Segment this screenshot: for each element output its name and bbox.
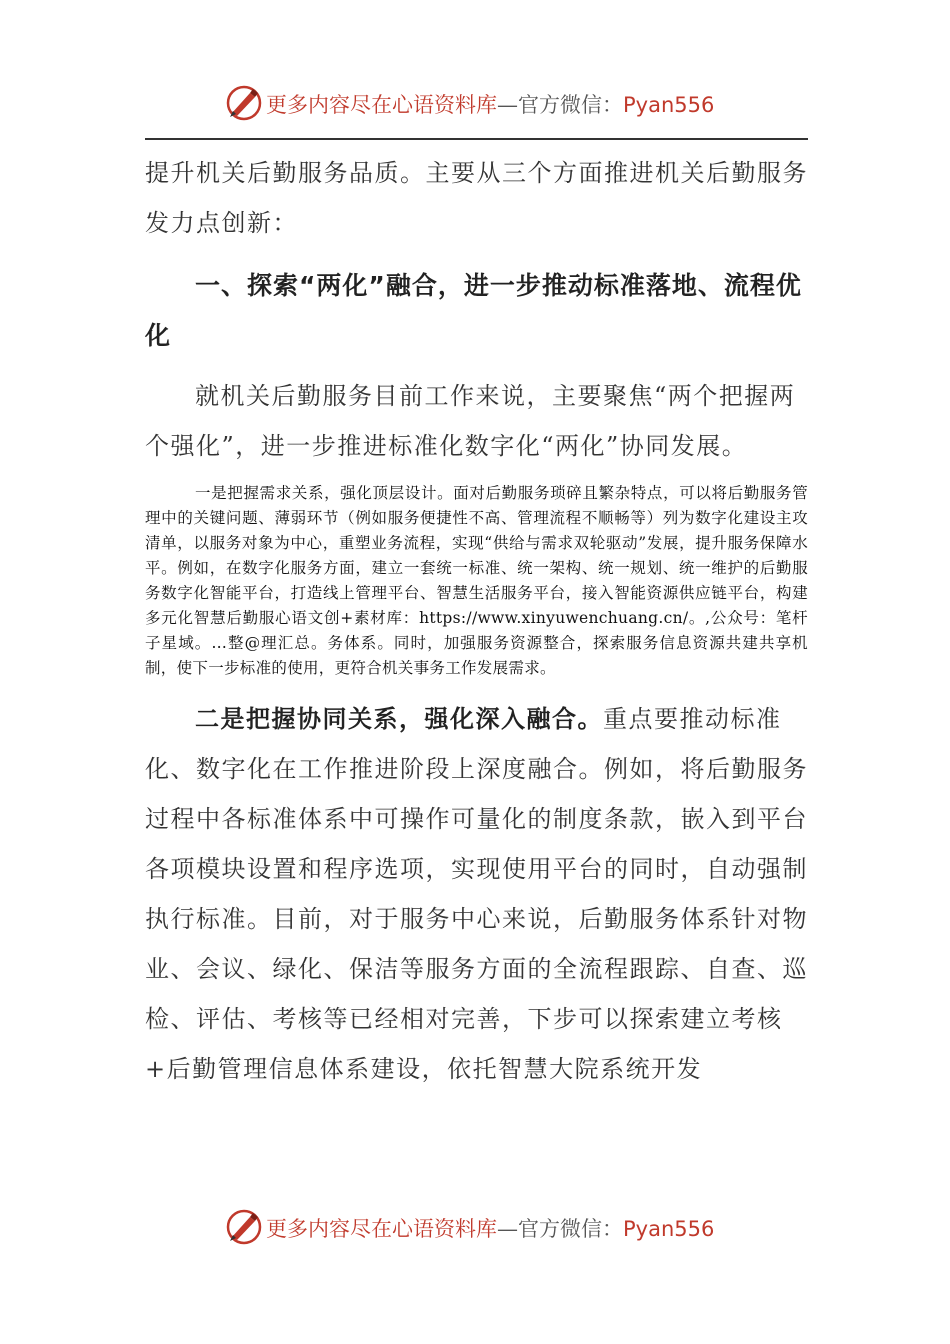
paragraph-3-lead: 二是把握协同关系，强化深入融合。 [195,705,603,733]
footer-wechat-id: Pyan556 [623,1217,715,1241]
footer-brand: 更多内容尽在心语资料库 [266,1217,497,1241]
footer-dash: — [497,1217,518,1241]
page-header [0,83,950,123]
footer-text [266,1213,714,1243]
pen-logo-icon [224,83,264,123]
header-brand: 更多内容尽在心语资料库 [266,93,497,117]
header-dash: — [497,93,518,117]
paragraph-2: 一是把握需求关系，强化顶层设计。面对后勤服务琐碎且繁杂特点，可以将后勤服务管理中的关键问题、薄弱环节（例如服务便捷性不高、管理流程不顺畅等）列为数字化建设主攻清单，以服务对象为中心，重塑业务流程，实现“供给与需求双轮驱动”发展，提升服务保障水平。例如，在数字化服务方面，建立一套统一标准、统一架构、统一规划、统一维护的后勤服务数字化智能平台，打造线上管理平台、智慧生活服务平台，接入智能资源供应链平台，构建多元化智慧后勤服心语文创+素材库：https://www.xinyuwenchuang.cn/。,公众号：笔杆子星域。…整@理汇总。务体系。同时，加强服务资源整合，探索服务信息资源共建共享机制，使下一步标准的使用，更符合机关事务工作发展需求。 [145,484,808,677]
paragraph-3-body: 重点要推动标准化、数字化在工作推进阶段上深度融合。例如，将后勤服务过程中各标准体系中可操作可量化的制度条款，嵌入到平台各项模块设置和程序选项，实现使用平台的同时，自动强制执行标准。目前，对于服务中心来说，后勤服务体系针对物业、会议、绿化、保洁等服务方面的全流程跟踪、自查、巡检、评估、考核等已经相对完善，下步可以探索建立考核+后勤管理信息体系建设，依托智慧大院系统开发 [145,705,808,1083]
page-footer [0,1207,950,1247]
header-divider [145,138,808,140]
intro-paragraph: 提升机关后勤服务品质。主要从三个方面推进机关后勤服务发力点创新： [145,159,808,237]
document-body [145,148,808,1094]
header-text [266,89,714,119]
pen-logo-icon [224,1207,264,1247]
paragraph-3 [145,694,808,1094]
header-wechat-id: Pyan556 [623,93,715,117]
section-heading-1: 一、探索“两化”融合，进一步推动标准落地、流程优化 [145,271,802,350]
paragraph-1: 就机关后勤服务目前工作来说，主要聚焦“两个把握两个强化”，进一步推进标准化数字化“两化”协同发展。 [145,382,796,460]
header-wechat-label: 官方微信： [518,93,623,117]
footer-wechat-label: 官方微信： [518,1217,623,1241]
